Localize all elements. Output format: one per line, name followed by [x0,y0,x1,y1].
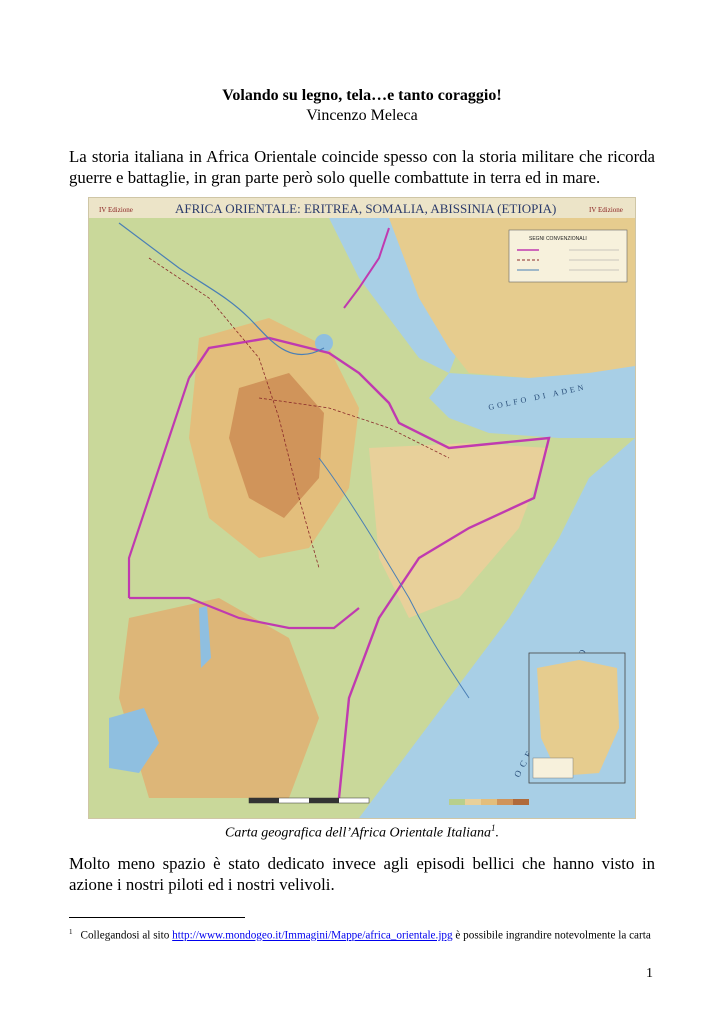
map-gulf-label: GOLFO DI ADEN [487,382,588,412]
caption-text: Carta geografica dell’Africa Orientale Italiana [225,825,491,841]
map-caption [0,819,724,843]
elevation-swatch [481,799,497,805]
elevation-swatch [497,799,513,805]
elevation-swatch [449,799,465,805]
map-title: AFRICA ORIENTALE: ERITREA, SOMALIA, ABISSINIA (ETIOPIA) [175,201,557,216]
map-graphic [89,198,635,818]
footnote-separator [69,917,245,918]
caption-period: . [495,825,499,841]
elevation-swatch [513,799,529,805]
footnote-number: 1 [69,928,73,936]
map-image [88,197,636,819]
elevation-swatch [465,799,481,805]
intro-paragraph: La storia italiana in Africa Orientale coincide spesso con la storia militare che ricorda guerre e battaglie, in gran parte però solo quelle combattute in terra ed in mare. [69,147,655,187]
body-paragraph: Molto meno spazio è stato dedicato invece agli episodi bellici che hanno visto in azione i nostri piloti ed i nostri velivoli. [69,854,655,894]
inset-legend [533,758,573,778]
map-edition-left: IV Edizione [99,206,133,214]
caption-footnote-ref: 1 [490,823,496,833]
map-scale-segment [249,798,279,803]
document-title: Volando su legno, tela…e tanto coraggio! [222,87,502,104]
footnote-text-before: Collegandosi al sito [80,929,170,942]
footnote-text-after: è possibile ingrandire notevolmente la carta [455,929,651,942]
map-scale-segment [309,798,339,803]
page-number: 1 [646,966,653,981]
title-block [0,86,724,126]
footnote [69,925,655,944]
map-edition-right: IV Edizione [589,206,623,214]
footnote-link[interactable]: http://www.mondogeo.it/Immagini/Mappe/africa_orientale.jpg [172,929,453,942]
author-name: Vincenzo Meleca [306,107,418,124]
map-legend-title: SEGNI CONVENZIONALI [529,236,587,242]
